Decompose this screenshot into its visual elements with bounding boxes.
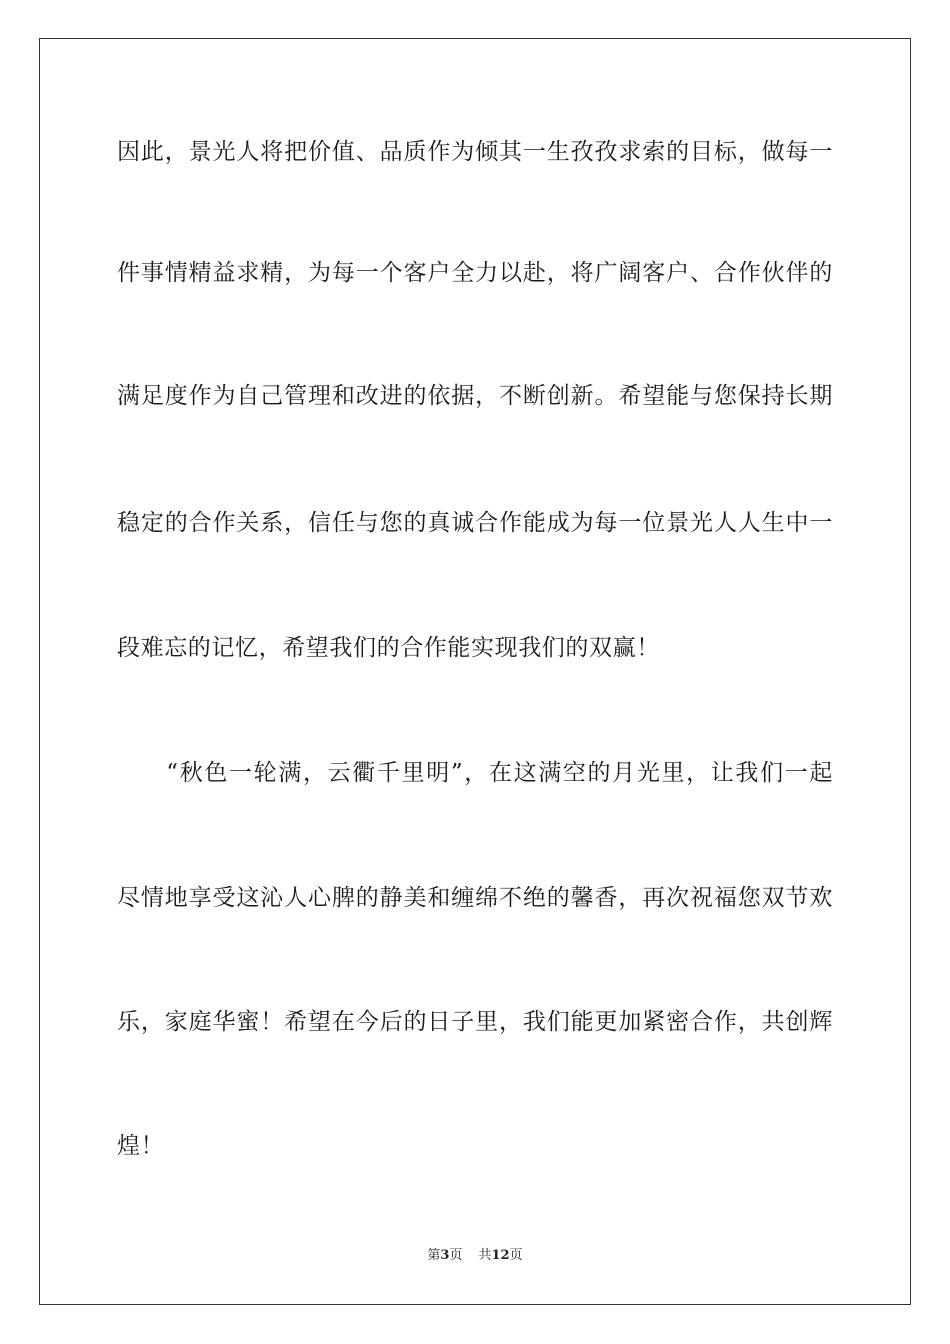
page-number bbox=[427, 1247, 462, 1265]
text-line-1: 因此，景光人将把价值、品质作为倾其一生孜孜求索的目标，做每一 bbox=[117, 139, 833, 165]
page-footer bbox=[0, 1247, 950, 1265]
page-suffix: 页 bbox=[449, 1248, 463, 1263]
text-line-5: 段难忘的记忆，希望我们的合作能实现我们的双赢！ bbox=[117, 635, 660, 661]
text-line-2: 件事情精益求精，为每一个客户全力以赴，将广阔客户、合作伙伴的 bbox=[117, 260, 833, 286]
text-line-9: 煌！ bbox=[117, 1133, 165, 1159]
text-line-3: 满足度作为自己管理和改进的依据，不断创新。希望能与您保持长期 bbox=[117, 383, 833, 409]
page-current: 3 bbox=[440, 1248, 450, 1263]
text-line-7: 尽情地享受这沁人心脾的静美和缠绵不绝的馨香，再次祝福您双节欢 bbox=[117, 885, 833, 911]
text-line-6: “秋色一轮满，云衢千里明”，在这满空的月光里，让我们一起 bbox=[117, 760, 833, 786]
total-suffix: 页 bbox=[509, 1248, 523, 1263]
page-total bbox=[478, 1247, 522, 1265]
text-line-8: 乐，家庭华蜜！希望在今后的日子里，我们能更加紧密合作，共创辉 bbox=[117, 1009, 833, 1035]
total-count: 12 bbox=[491, 1248, 510, 1263]
text-line-4: 稳定的合作关系，信任与您的真诚合作能成为每一位景光人人生中一 bbox=[117, 510, 833, 536]
page-prefix: 第 bbox=[427, 1248, 441, 1263]
total-prefix: 共 bbox=[478, 1248, 492, 1263]
page-border bbox=[39, 38, 911, 1305]
